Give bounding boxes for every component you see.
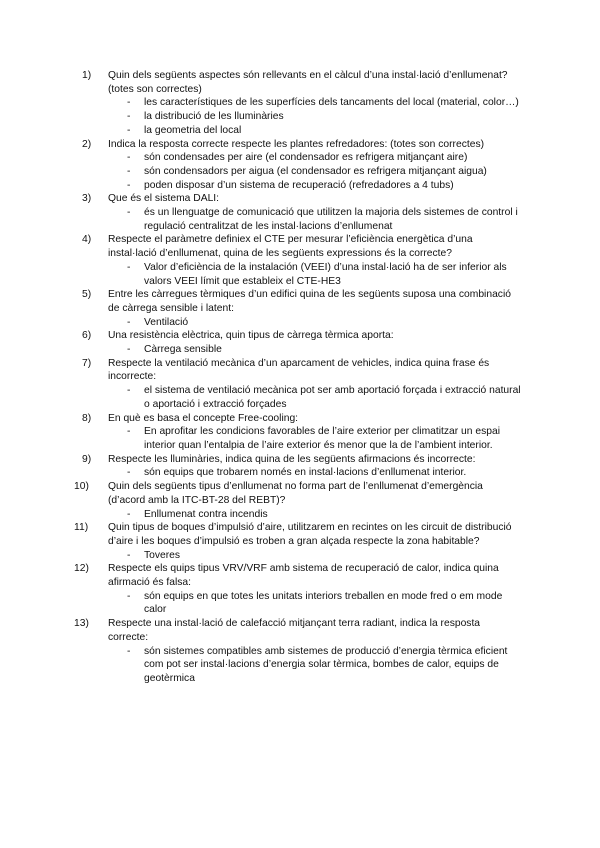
answer-text: són condensadors per aigua (el condensador es refrigera mitjançant aigua) <box>144 165 487 177</box>
answer-text: el sistema de ventilació mecànica pot ser amb aportació forçada i extracció natural o aportació i extracció forçades <box>144 385 521 410</box>
answer-text: és un llenguatge de comunicació que utilitzen la majoria dels sistemes de control i regulació centralitzat de les instal·lacions d’enllumenat <box>144 207 518 232</box>
answer-item <box>82 124 522 138</box>
question-text: Respecte els quips tipus VRV/VRF amb sistema de recuperació de calor, indica quina afirmació és falsa: <box>108 563 499 589</box>
question-text: Respecte la ventilació mecànica d’un aparcament de vehicles, indica quina frase és incorrecte: <box>108 357 490 383</box>
dash-bullet: - <box>127 152 131 164</box>
answer-item <box>82 645 522 686</box>
dash-bullet: - <box>127 111 131 123</box>
answer-text: són condensades per aire (el condensador es refrigera mitjançant aire) <box>144 152 468 164</box>
dash-bullet: - <box>127 426 131 438</box>
question-item <box>82 192 522 206</box>
question-item <box>82 329 522 343</box>
answer-text: són equips que trobarem només en instal·lacions d’enllumenat interior. <box>144 467 467 479</box>
question-text: Respecte una instal·lació de calefacció mitjançant terra radiant, indica la resposta correcte: <box>108 618 481 643</box>
answer-item <box>82 110 522 124</box>
question-number: 5) <box>82 289 92 301</box>
question-number: 7) <box>82 357 92 369</box>
question-number: 2) <box>82 138 92 150</box>
answer-text: les característiques de les superfícies dels tancaments del local (material, color…) <box>144 97 519 109</box>
question-number: 10) <box>74 481 89 493</box>
answer-item <box>82 261 522 288</box>
answer-item <box>82 316 522 330</box>
answer-item <box>82 466 522 480</box>
dash-bullet: - <box>127 179 131 191</box>
answer-text: Càrrega sensible <box>144 344 222 356</box>
answer-text: la geometria del local <box>144 124 242 136</box>
question-text: Quin dels següents tipus d’enllumenat no forma part de l’enllumenat d’emergència (d’acord amb la ITC-BT-28 del REBT)? <box>108 481 483 506</box>
question-item <box>82 453 522 467</box>
question-number: 12) <box>74 563 89 575</box>
answer-item <box>82 590 522 617</box>
question-number: 3) <box>82 193 92 205</box>
dash-bullet: - <box>127 124 131 136</box>
question-number: 4) <box>82 234 92 246</box>
dash-bullet: - <box>127 97 131 109</box>
question-item <box>82 138 522 152</box>
answer-text: són equips en que totes les unitats interiors treballen en mode fred o em mode calor <box>144 590 503 616</box>
dash-bullet: - <box>127 590 131 602</box>
answer-text: En aprofitar les condicions favorables de l’aire exterior per climatitzar un espai interior quan l’entalpia de l’aire exterior és menor que la de l’ambient interior. <box>144 426 500 451</box>
question-number: 6) <box>82 330 92 342</box>
question-text: Quin dels següents aspectes són rellevants en el càlcul d’una instal·lació d’enllumenat? (totes son correctes) <box>108 70 508 95</box>
question-number: 11) <box>74 522 89 534</box>
question-number: 1) <box>82 70 92 81</box>
answer-item <box>82 151 522 165</box>
answer-text: Valor d’eficiència de la instalación (VEEI) d’una instal·lació ha de ser inferior als valors VEEI límit que estableix el CTE-HE3 <box>144 261 507 287</box>
dash-bullet: - <box>127 261 131 273</box>
dash-bullet: - <box>127 207 131 219</box>
question-text: Que és el sistema DALI: <box>108 193 220 205</box>
answer-item <box>82 549 522 563</box>
question-number: 8) <box>82 412 92 424</box>
answer-text: Toveres <box>144 549 181 561</box>
dash-bullet: - <box>127 165 131 177</box>
question-text: En què es basa el concepte Free-cooling: <box>108 412 299 424</box>
answer-item <box>82 179 522 193</box>
question-item <box>74 480 522 507</box>
dash-bullet: - <box>127 344 131 356</box>
answer-item <box>82 425 522 452</box>
question-item <box>74 562 522 589</box>
question-item <box>82 412 522 426</box>
question-item <box>82 69 522 96</box>
answer-item <box>82 96 522 110</box>
question-item <box>74 521 522 548</box>
question-item <box>82 357 522 384</box>
answer-text: són sistemes compatibles amb sistemes de producció d’energia tèrmica eficient com pot ser instal·lacions d’energia solar tèrmica, bombes de calor, equips de geotèrmica <box>144 645 508 684</box>
question-number: 9) <box>82 453 92 465</box>
question-text: Quin tipus de boques d’impulsió d’aire, utilitzarem en recintes on les circuit de distribució d’aire i les boques d’impulsió es troben a gran alçada respecte la zona habitable? <box>108 522 512 547</box>
answer-item <box>82 508 522 522</box>
question-item <box>82 233 522 260</box>
question-item <box>74 617 522 644</box>
dash-bullet: - <box>127 508 131 520</box>
answer-item <box>82 206 522 233</box>
dash-bullet: - <box>127 467 131 479</box>
question-text: Respecte les lluminàries, indica quina de les següents afirmacions és incorrecte: <box>108 453 476 465</box>
dash-bullet: - <box>127 385 131 397</box>
dash-bullet: - <box>127 316 131 328</box>
question-text: Una resistència elèctrica, quin tipus de càrrega tèrmica aporta: <box>108 330 394 342</box>
question-text: Indica la resposta correcte respecte les plantes refredadores: (totes son correctes) <box>108 138 485 150</box>
question-number: 13) <box>74 618 89 630</box>
answer-item <box>82 343 522 357</box>
question-list <box>74 69 522 686</box>
question-text: Entre les càrregues tèrmiques d’un edifici quina de les següents suposa una combinació de càrrega sensible i latent: <box>108 289 511 314</box>
dash-bullet: - <box>127 645 131 657</box>
answer-item <box>82 384 522 411</box>
dash-bullet: - <box>127 549 131 561</box>
answer-text: Ventilació <box>144 316 189 328</box>
answer-item <box>82 165 522 179</box>
answer-text: Enllumenat contra incendis <box>144 508 268 520</box>
question-item <box>82 288 522 315</box>
answer-text: poden disposar d’un sistema de recuperació (refredadores a 4 tubs) <box>144 179 454 191</box>
answer-text: la distribució de les lluminàries <box>144 111 284 123</box>
question-text: Respecte el paràmetre definiex el CTE per mesurar l’eficiència energètica d’una instal·lació d’enllumenat, quina de les següents expressions és la correcte? <box>108 234 473 260</box>
